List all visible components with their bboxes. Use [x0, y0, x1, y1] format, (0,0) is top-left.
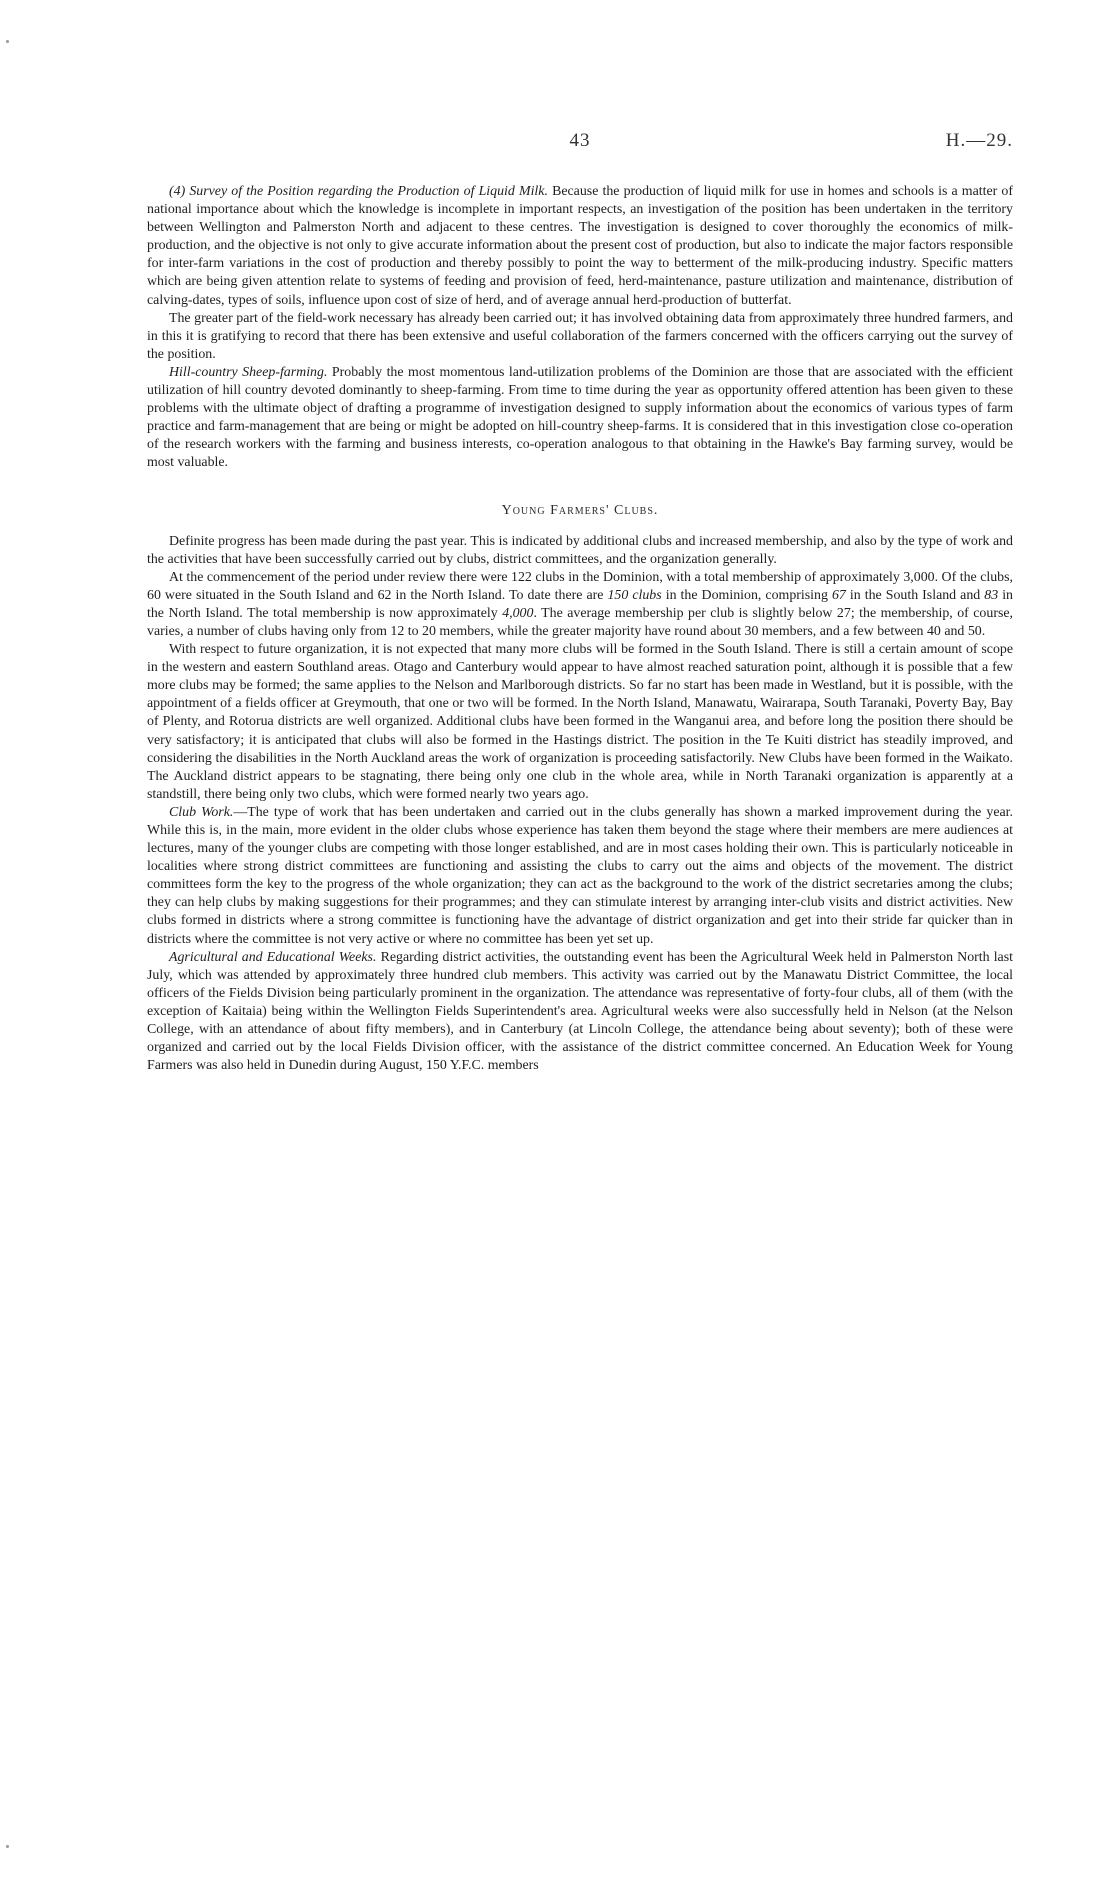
page-header — [147, 130, 1013, 160]
text-run-italic: 83 — [984, 587, 999, 603]
scan-dot — [6, 1845, 9, 1848]
paragraph-text: Regarding district activities, the outstanding event has been the Agricultural Week held in Palmerston North last July, which was attended by approximately three hundred club members. This activity was carried out by the Manawatu District Committee, the local officers of the Fields Division being particularly prominent in the organization. The attendance was representative of forty-four clubs, all of them (with the exception of Kaitaia) being within the Wellington Fields Superintendent's area. Agricultural weeks were also successfully held in Nelson (at the Nelson College, with an attendance of about fifty members), and in Canterbury (at Lincoln College, the attendance being about seventy); both of these were organized and carried out by the local Fields Division officer, with the assistance of the district committee concerned. An Education Week for Young Farmers was also held in Dunedin during August, 150 Y.F.C. members — [147, 949, 1013, 1074]
scan-dot — [6, 40, 9, 43]
paragraph-club-work — [147, 804, 1013, 949]
paragraph-heading: (4) Survey of the Position regarding the Production of Liquid Milk. — [169, 184, 548, 199]
paragraph-agricultural-weeks — [147, 949, 1013, 1076]
text-run: . The average membership per club is slightly below 27; the membership, of course, varies, a number of clubs having only from 12 to 20 members, while the greater majority have round about 30 members, and a few between 40 and 50. — [147, 605, 1013, 639]
paragraph-hill-country — [147, 364, 1013, 473]
paragraph-text: Because the production of liquid milk for use in homes and schools is a matter of national importance about which the knowledge is incomplete in important respects, an investigation of the position has been undertaken in the territory between Wellington and Palmerston North and adjacent to these centres. The investigation is designed to cover thoroughly the economics of milk-production, and the objective is not only to give accurate information about the present cost of production, but also to indicate the major factors responsible for inter-farm variations in the cost of production and thereby possibly to point the way to betterment of the milk-producing industry. Specific matters which are being given attention relate to systems of feeding and provision of feed, herd-maintenance, pasture utilization and maintenance, distribution of calving-dates, types of soils, influence upon cost of size of herd, and of average annual herd-production of butterfat. — [147, 184, 1013, 308]
paragraph-text: —The type of work that has been undertaken and carried out in the clubs generally has shown a marked improvement during the year. While this is, in the main, more evident in the older clubs whose experience has taken them beyond the stage where their members are mere audiences at lectures, many of the younger clubs are competing with those longer established, and are in most cases holding their own. This is particularly noticeable in localities where strong district committees are functioning and assisting the clubs to carry out the aims and objects of the movement. The district committees form the key to the progress of the whole organization; they can act as the background to the work of the district secretaries among the clubs; they can help clubs by making suggestions for their programmes; and they can stimulate interest by arranging inter-club visits and district activities. New clubs formed in districts where a strong committee is functioning have the advantage of district organization and get into their stride far quicker than in districts where the committee is not very active or where no committee has been yet set up. — [147, 804, 1013, 947]
paragraph-progress: Definite progress has been made during the past year. This is indicated by additional clubs and increased membership, and also by the type of work and the activities that have been successfully carried out by clubs, district committees, and the organization generally. — [147, 533, 1013, 567]
text-run-italic: 150 clubs — [607, 587, 662, 603]
paragraph-heading: Club Work. — [169, 804, 234, 820]
paragraph-heading: Agricultural and Educational Weeks. — [169, 949, 377, 965]
paragraph-future-organization: With respect to future organization, it is not expected that many more clubs will be formed in the South Island. There is still a certain amount of scope in the western and eastern Southland areas. Otago and Canterbury would appear to have almost reached saturation point, although it is possible that a few more clubs may be formed; the same applies to the Nelson and Marlborough districts. So far no start has been made in Westland, but it is possible, with the appointment of a fields officer at Greymouth, that one or two will be formed. In the North Island, Manawatu, Wairarapa, South Taranaki, Poverty Bay, Bay of Plenty, and Rotorua districts are well organized. Additional clubs have been formed in the Wanganui area, and before long the position there should be very satisfactory; it is anticipated that clubs will also be formed in the Hastings district. The position in the Te Kuiti district has steadily improved, and considering the disabilities in the North Auckland areas the work of organization is proceeding satisfactorily. New Clubs have been formed in the Waikato. The Auckland district appears to be stagnating, there being only one club in the whole area, while in North Taranaki organization is apparently at a standstill, there being only two clubs, which were formed nearly two years ago. — [147, 642, 1013, 802]
text-run-italic: 67 — [831, 587, 846, 603]
paragraph-field-work: The greater part of the field-work necessary has already been carried out; it has involved obtaining data from approximately three hundred farmers, and in this it is gratifying to record that there has been extensive and useful collaboration of the farmers concerned with the officers carrying out the survey of the position. — [147, 310, 1013, 362]
page-number: 43 — [569, 130, 591, 151]
text-run-italic: 4,000 — [502, 605, 534, 621]
text-run: At the commencement of the period under review there were 122 clubs in the Dominion, with a total membership of approximately 3,000. Of the clubs, 60 were situated in the South Island and 62 in the North Island. To date there are — [147, 569, 1013, 603]
paragraph-membership — [147, 569, 1013, 641]
section-title-young-farmers-clubs: Young Farmers' Clubs. — [501, 502, 659, 518]
text-run: in the South Island and — [845, 587, 985, 603]
paragraph-heading: Hill-country Sheep-farming. — [169, 364, 328, 380]
paragraph-liquid-milk-survey — [147, 183, 1013, 310]
paragraph-text: Probably the most momentous land-utilization problems of the Dominion are those that are associated with the efficient utilization of hill country devoted dominantly to sheep-farming. From time to time during the year as opportunity offered attention has been given to these problems with the ultimate object of drafting a programme of investigation designed to supply information about the economics of various types of farm practice and farm-management that are being or might be adopted on hill-country sheep-farms. It is considered that in this investigation close co-operation of the research workers with the farming and business interests, co-operation analogous to that obtaining in the Hawke's Bay farming survey, would be most valuable. — [147, 364, 1013, 471]
document-body — [147, 183, 1013, 1075]
text-run: in the North Island. The total membership is now approximately — [147, 587, 1013, 621]
document-code: H.—29. — [945, 130, 1013, 151]
text-run: in the Dominion, comprising — [661, 587, 832, 603]
